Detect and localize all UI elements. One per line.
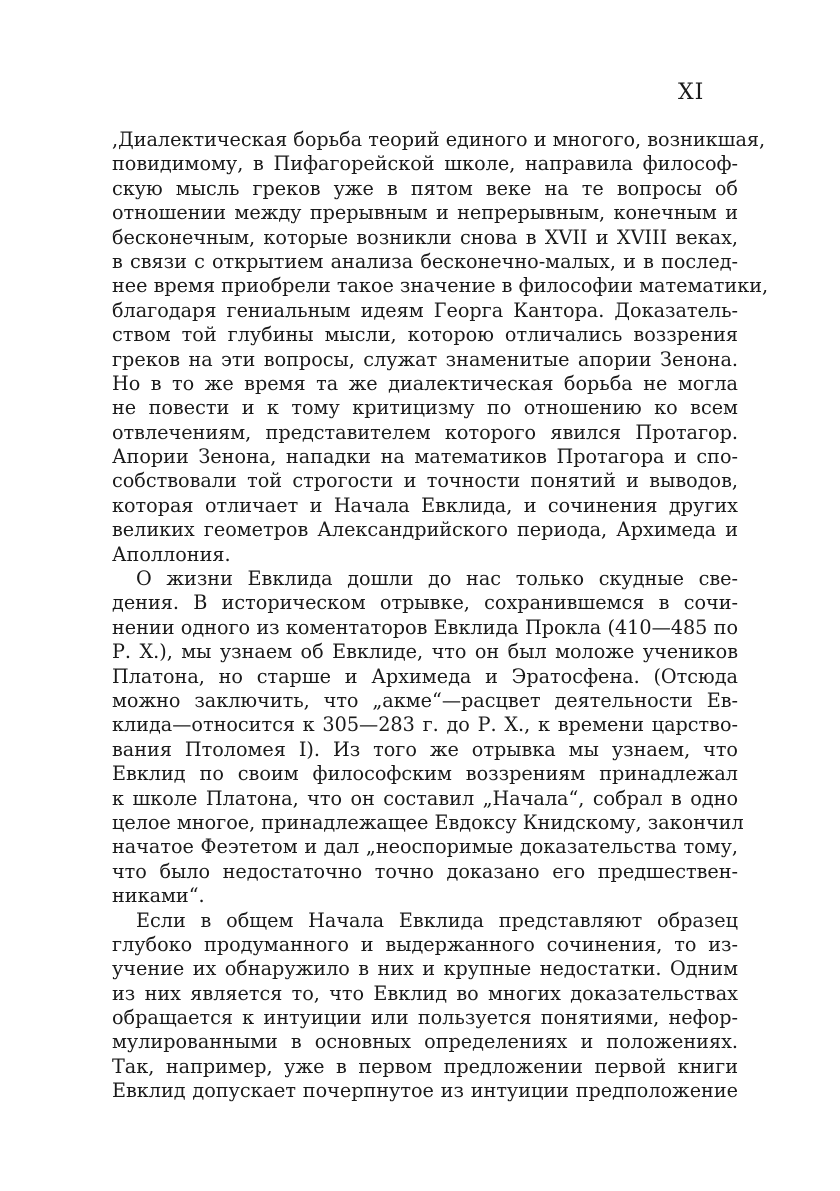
text-line: ,Диалектическая борьба теорий единого и многого, возникшая, — [112, 128, 766, 151]
text-line: что было недостаточно точно доказано его предшествен- — [112, 859, 738, 883]
text-line: можно заключить, что „акме“—расцвет деятельности Ев- — [112, 688, 738, 712]
text-line: Так, например, уже в первом предложении первой книги — [112, 1054, 738, 1078]
text-line: отношении между прерывным и непрерывным, конечным и — [112, 201, 738, 225]
body-text — [112, 128, 769, 1104]
text-line: Платона, но старше и Архимеда и Эратосфена. (Отсюда — [112, 664, 738, 688]
text-line: которая отличает и Начала Евклида, и сочинения других — [112, 493, 738, 517]
text-line: целое многое, принадлежащее Евдоксу Книдскому, закончил — [112, 810, 744, 834]
text-line: Евклид допускает почерпнутое из интуиции предположение — [112, 1079, 738, 1103]
text-line: Р. Х.), мы узнаем об Евклиде, что он был моложе учеников — [112, 640, 738, 664]
text-line: никами“. — [112, 884, 205, 908]
text-line: учение их обнаружило в них и крупные недостатки. Одним — [112, 957, 738, 981]
text-line: благодаря гениальным идеям Георга Кантора. Доказатель- — [112, 298, 738, 322]
paragraph — [112, 909, 738, 1104]
text-line: не повести и к тому критицизму по отношению ко всем — [112, 396, 738, 420]
text-line: греков на эти вопросы, служат знаменитые апории Зенона. — [112, 347, 738, 371]
paragraph — [112, 128, 769, 567]
page-number: XI — [678, 80, 705, 105]
text-line: в связи с открытием анализа бесконечно-малых, и в послед- — [112, 249, 738, 273]
text-line: скую мысль греков уже в пятом веке на те вопросы об — [112, 176, 738, 200]
paragraph — [112, 567, 744, 908]
text-line: отвлечениям, представителем которого явился Протагор. — [112, 420, 738, 444]
text-line: глубоко продуманного и выдержанного сочинения, то из- — [112, 932, 738, 956]
text-line: великих геометров Александрийского периода, Архимеда и — [112, 518, 738, 542]
text-line: дения. В историческом отрывке, сохранившемся в сочи- — [112, 591, 738, 615]
text-line: Но в то же время та же диалектическая борьба не могла — [112, 371, 738, 395]
text-line: мулированными в основных определениях и положениях. — [112, 1030, 738, 1054]
text-line: к школе Платона, что он составил „Начала“, собрал в одно — [112, 786, 738, 810]
text-line: Аполлония. — [112, 542, 231, 566]
text-line: обращается к интуиции или пользуется понятиями, нефор- — [112, 1006, 738, 1030]
text-line: собствовали той строгости и точности понятий и выводов, — [112, 469, 738, 493]
text-line: из них является то, что Евклид во многих доказательствах — [112, 981, 738, 1005]
text-line: Апории Зенона, нападки на математиков Протагора и спо- — [112, 445, 738, 469]
text-line: бесконечным, которые возникли снова в XVII и XVIII веках, — [112, 225, 738, 249]
text-line: начатое Феэтетом и дал „неоспоримые доказательства тому, — [112, 835, 738, 859]
text-line: Евклид по своим философским воззрениям принадлежал — [112, 762, 738, 786]
text-line: нее время приобрели такое значение в философии математики, — [112, 274, 769, 298]
text-line: ством той глубины мысли, которою отличались воззрения — [112, 323, 738, 347]
text-line: клида—относится к 305—283 г. до Р. Х., к времени царство- — [112, 713, 738, 737]
text-line: Если в общем Начала Евклида представляют образец — [136, 908, 738, 932]
text-line: вания Птоломея I). Из того же отрывка мы узнаем, что — [112, 737, 738, 761]
text-line: нении одного из коментаторов Евклида Прокла (410—485 по — [112, 615, 738, 639]
text-line: О жизни Евклида дошли до нас только скудные све- — [136, 567, 738, 591]
text-line: повидимому, в Пифагорейской школе, направила философ- — [112, 152, 738, 176]
